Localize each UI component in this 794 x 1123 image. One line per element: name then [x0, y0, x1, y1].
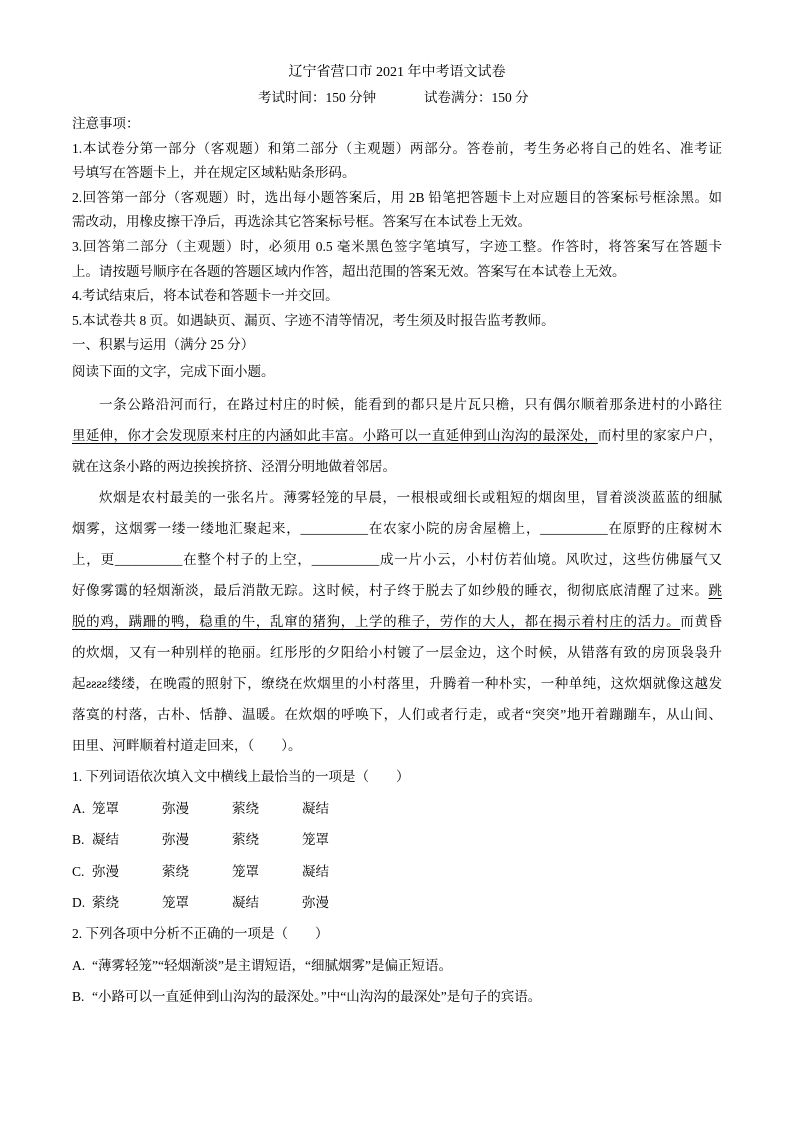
instruction-line: 需改动，用橡皮擦干净后，再选涂其它答案标号框。答案写在本试卷上无效。 [72, 214, 531, 230]
option-text: “薄雾轻笼”“轻烟渐淡”是主谓短语，“细腻烟雾”是偏正短语。 [92, 957, 452, 973]
option-word: 萦绕 [232, 800, 259, 816]
underlined-sentence: 小路可以一直延伸到山沟沟的最深处， [362, 427, 598, 443]
option-b [72, 824, 722, 855]
passage-line [72, 513, 722, 544]
option-a [72, 793, 722, 824]
option-word: 萦绕 [92, 894, 119, 910]
reading-passage [72, 389, 722, 761]
underlined-sentence: 脱的鸡，蹒跚的鸭，稳重的牛，乱窜的猪狗，上学的稚子，劳作的大人，都在揭示着村庄的活力。 [72, 613, 681, 629]
passage-text: 就在这条小路的两边挨挨挤挤、泾渭分明地做着邻居。 [72, 458, 396, 474]
passage-text: 田里、河畔顺着村道走回来，（ ）。 [72, 737, 302, 753]
instruction-line: 号填写在答题卡上，并在规定区域粘贴条形码。 [72, 165, 356, 181]
reading-instruction: 阅读下面的文字，完成下面小题。 [72, 364, 275, 379]
passage-text: 炊烟是农村最美的一张名片。薄雾轻笼的早晨，一根根或细长或粗短的烟囱里，冒着淡淡蓝蓝的细腻 [99, 489, 722, 505]
passage-text: 在整个村子的上空， [182, 551, 312, 567]
passage-line [72, 482, 722, 513]
instruction-line: 1.本试卷分第一部分（客观题）和第二部分（主观题）两部分。答卷前，考生务必将自己的姓名、准考证 [72, 140, 722, 156]
option-word: 弥漫 [162, 832, 189, 848]
instructions-heading: 注意事项： [72, 116, 140, 131]
passage-text: 一条公路沿河而行，在路过村庄的时候，能看到的都只是片瓦只檐，只有偶尔顺着那条进村的小路往 [99, 396, 722, 412]
instruction-line: 3.回答第二部分（主观题）时，必须用 0.5 毫米黑色签字笔填写，字迹工整。作答时，将答案写在答题卡 [72, 238, 722, 254]
passage-text: 在农家小院的房舍屋檐上， [368, 520, 541, 536]
passage-text: 烟雾，这烟雾一缕一缕地汇聚起来， [72, 520, 301, 536]
fill-in-blank: __________ [540, 520, 608, 536]
option-word: 凝结 [232, 894, 259, 910]
passage-line [72, 420, 722, 451]
passage-text: 落寞的村落，古朴、恬静、温暖。在炊烟的呼唤下，人们或者行走，或者“突突”地开着蹦蹦车，从山间、 [72, 706, 722, 722]
passage-text: 起ƨƨƨƨ缕缕，在晚霞的照射下，缭绕在炊烟里的小村落里，升腾着一种朴实，一种单纯，这炊烟就像这越发 [72, 675, 722, 691]
instruction-line: 5.本试卷共 8 页。如遇缺页、漏页、字迹不清等情况，考生须及时报告监考教师。 [72, 312, 555, 328]
option-label: D. [72, 894, 86, 910]
underlined-sentence: 里延伸，你才会发现原来村庄的内涵如此丰富。 [72, 427, 363, 443]
option-word: 笼罩 [232, 863, 259, 879]
passage-text: 而村里的家家户户， [597, 427, 723, 443]
passage-text: 而黄昏 [680, 613, 723, 629]
option-word: 萦绕 [232, 832, 259, 848]
option-label: B. [72, 989, 85, 1005]
passage-line [72, 637, 722, 668]
passage-line [72, 699, 722, 730]
option-label: C. [72, 863, 85, 879]
question-stem: 2. 下列各项中分析不正确的一项是（ ） [72, 926, 329, 942]
passage-line [72, 451, 722, 482]
option-b [72, 981, 722, 1012]
option-word: 弥漫 [92, 863, 119, 879]
question-stem: 1. 下列词语依次填入文中横线上最恰当的一项是（ ） [72, 769, 410, 785]
questions-block [72, 761, 722, 1012]
option-word: 笼罩 [162, 894, 189, 910]
option-label: B. [72, 832, 85, 848]
instruction-line: 2.回答第一部分（客观题）时，选出每小题答案后，用 2B 铅笔把答题卡上对应题目的答案标号框涂黑。如 [72, 189, 722, 205]
instruction-line: 上。请按题号顺序在各题的答题区域内作答，超出范围的答案无效。答案写在本试卷上无效。 [72, 263, 626, 279]
option-label: A. [72, 800, 86, 816]
passage-line [72, 730, 722, 761]
passage-text: 在原野的庄稼树木 [607, 520, 723, 536]
passage-line [72, 606, 722, 637]
option-word: 凝结 [92, 832, 119, 848]
option-word: 萦绕 [162, 863, 189, 879]
fill-in-blank: __________ [311, 551, 380, 567]
passage-line [72, 668, 722, 699]
option-word: 弥漫 [162, 800, 189, 816]
option-word: 凝结 [302, 863, 329, 879]
underlined-sentence: 跳 [708, 582, 722, 598]
passage-line [72, 389, 722, 420]
passage-text: 的炊烟，又有一种别样的艳丽。红彤彤的夕阳给小村镀了一层金边，这个时候，从错落有致的房顶袅袅升 [72, 644, 722, 660]
option-word: 笼罩 [302, 832, 329, 848]
instruction-line: 4.考试结束后，将本试卷和答题卡一并交回。 [72, 288, 339, 304]
reading-instruction-block [72, 357, 722, 387]
passage-text: 上，更 [72, 551, 115, 567]
option-word: 笼罩 [92, 800, 119, 816]
option-word: 弥漫 [302, 894, 329, 910]
option-text: “小路可以一直延伸到山沟沟的最深处。”中“山沟沟的最深处”是句子的宾语。 [92, 989, 542, 1005]
option-c [72, 856, 722, 887]
instructions-block [72, 112, 722, 358]
passage-text: 好像雾霭的轻烟渐淡，最后消散无踪。这时候，村子终于脱去了如纱般的睡衣，彻彻底底清醒了过来。 [72, 582, 709, 598]
full-score: 试卷满分：150 分 [424, 90, 529, 105]
exam-duration: 考试时间：150 分钟 [258, 90, 377, 105]
option-word: 凝结 [302, 800, 329, 816]
passage-line [72, 575, 722, 606]
section-heading: 一、积累与运用（满分 25 分） [72, 337, 255, 353]
passage-line [72, 544, 722, 575]
fill-in-blank: __________ [300, 520, 369, 536]
fill-in-blank: __________ [114, 551, 183, 567]
option-label: A. [72, 957, 86, 973]
passage-text: 成一片小云，小村仿若仙境。风吹过，这些仿佛蜃气又 [379, 551, 723, 567]
option-a [72, 950, 722, 981]
option-d [72, 887, 722, 918]
page-title: 辽宁省营口市 2021 年中考语文试卷 [288, 65, 506, 80]
